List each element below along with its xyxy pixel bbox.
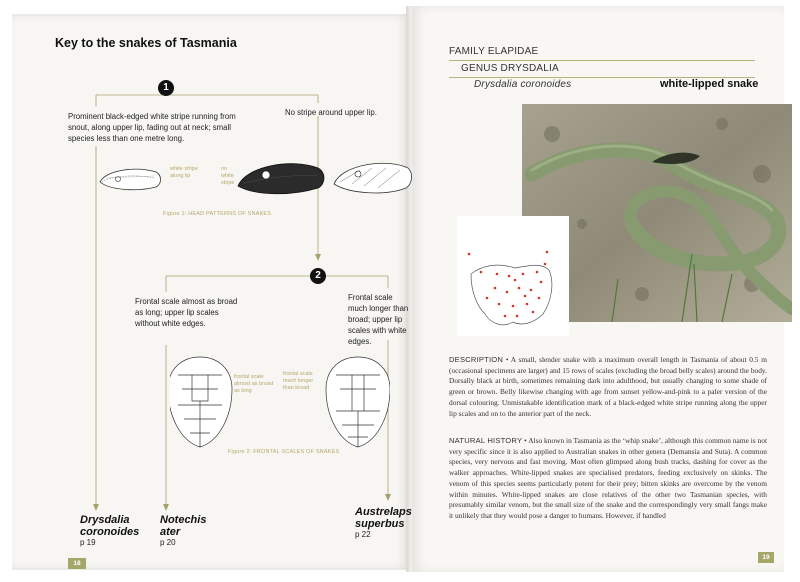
figure-1-caption: Figure 1: HEAD PATTERNS OF SNAKES	[163, 211, 272, 217]
natural-history-paragraph	[449, 436, 767, 522]
species-genus: Austrelaps	[355, 506, 412, 518]
head-patterns-illustration	[96, 150, 416, 210]
species-epithet: superbus	[355, 518, 405, 530]
label-white-stripe: white stripe along lip	[170, 166, 198, 179]
species-epithet: ater	[160, 526, 181, 538]
family-heading: FAMILY ELAPIDAE	[449, 46, 539, 57]
natural-history-text: Also known in Tasmania as the ‘whip snake’, although this common name is not very specific since it is also applied to Australian snakes in other genera (Demansia and Suta). A common species, very nervous and fast moving. Most often glimpsed along bush tracks, dashing for cover as the walker approaches. White-lipped snakes are specialised predators, feeding exclusively on skinks. The venom of this species seems particularly potent for their prey; bitten skinks are overcome by the venom within minutes. White-lipped snakes are close relatives of the other two Tasmanian species, with presumably similar venom, but the small size of the snake and the correspondingly very small fangs make it unlikely that they would pose a danger to humans. However, if handled	[449, 436, 767, 520]
description-paragraph	[449, 355, 767, 419]
species-genus: Notechis	[160, 514, 207, 526]
heading-rule	[449, 60, 755, 61]
natural-history-heading: NATURAL HISTORY	[449, 436, 523, 445]
option-2a-text: Frontal scale almost as broad as long; upper lip scales without white edges.	[135, 297, 238, 328]
natural-history-bullet: •	[524, 436, 529, 445]
key-step-2-badge: 2	[310, 268, 326, 284]
description-text: A small, slender snake with a maximum overall length in Tasmania of about 0.5 m (occasional specimens are larger) and 15 rows of scales (excluding the broad belly scales) around the body. Dorsally black at birth, sometimes remaining dark into adulthood, but usually changing to some shade of green or brown. Belly likewise changing with age from sunset yellow-and-pink to a paler version of the dorsal colouring. Unmistakable identification mark of a black-edged white stripe running along the upper lip scales and on to the anterior part of the neck.	[449, 355, 767, 418]
option-2b-text: Frontal scale much longer than broad; upper lip scales with white edges.	[348, 293, 409, 346]
key-step-1-badge: 1	[158, 80, 174, 96]
left-page-number: 18	[68, 558, 86, 569]
figure-2-caption: Figure 2: FRONTAL SCALES OF SNAKES	[228, 449, 340, 455]
species-drysdalia	[80, 514, 139, 547]
description-heading: DESCRIPTION	[449, 355, 504, 364]
head-white-stripe-drawing	[100, 169, 161, 189]
distribution-map	[457, 216, 569, 336]
head-no-stripe-drawing	[238, 164, 324, 194]
frontal-broad-drawing	[170, 357, 232, 447]
genus-heading: GENUS DRYSDALIA	[461, 63, 559, 74]
label-frontal-broad: frontal scale almost as broad as long	[234, 374, 274, 394]
species-notechis	[160, 514, 206, 547]
key-title: Key to the snakes of Tasmania	[55, 36, 237, 50]
species-page-ref: p 22	[355, 530, 371, 539]
label-frontal-longer: frontal scale much longer than broad	[283, 371, 314, 391]
option-1a-text: Prominent black-edged white stripe running from snout, along upper lip, fading out at neck; small species less than one metre long.	[68, 112, 236, 143]
description-bullet: •	[505, 355, 511, 364]
species-austrelaps	[355, 506, 412, 539]
frontal-scales-illustration	[170, 355, 390, 450]
species-genus: Drysdalia	[80, 514, 130, 526]
right-page-number: 19	[758, 552, 774, 563]
frontal-longer-drawing	[326, 357, 390, 447]
option-1b-text: No stripe around upper lip.	[285, 108, 377, 117]
head-third-drawing	[334, 163, 412, 193]
species-epithet: coronoides	[80, 526, 140, 538]
label-no-white-stripe: no white stripe	[221, 166, 235, 186]
species-page-ref: p 19	[80, 538, 96, 547]
species-page-ref: p 20	[160, 538, 176, 547]
common-name: white-lipped snake	[660, 78, 759, 90]
scientific-name: Drysdalia coronoides	[474, 79, 572, 90]
